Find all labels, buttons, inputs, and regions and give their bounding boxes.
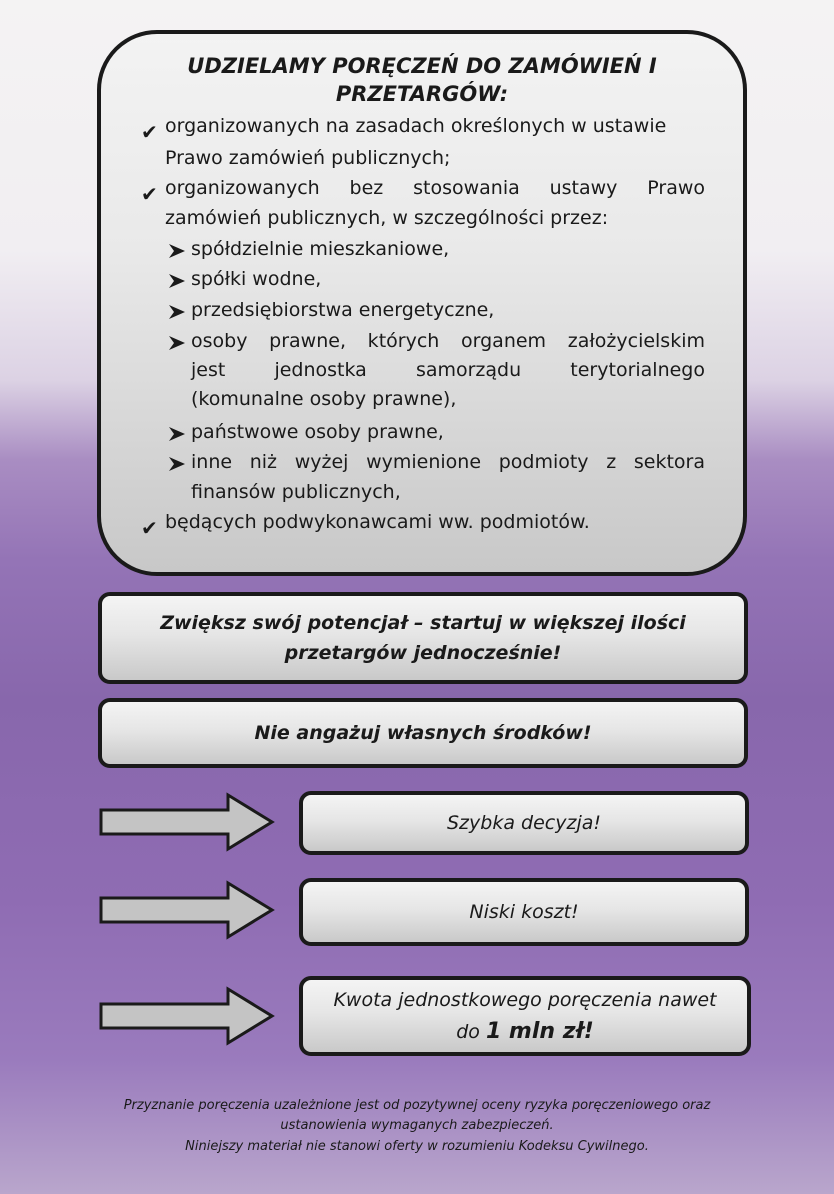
- amount-value: 1 mln zł!: [485, 1019, 594, 1044]
- low-cost-text: Niski koszt!: [469, 901, 579, 923]
- footer-line-2: ustanowienia wymaganych zabezpieczeń.: [280, 1118, 554, 1133]
- sub-item-1: spółdzielnie mieszkaniowe,: [191, 238, 450, 260]
- arrow-right-icon: [98, 880, 276, 940]
- sub-item-3: przedsiębiorstwa energetyczne,: [191, 299, 495, 321]
- chevron-right-icon: [167, 334, 187, 352]
- check-item-1-line-1: organizowanych na zasadach określonych w ustawie: [165, 115, 667, 137]
- check-item-3: będących podwykonawcami ww. podmiotów.: [165, 511, 590, 533]
- offer-headline: UDZIELAMY PORĘCZEŃ DO ZAMÓWIEŃ I PRZETARGÓW:: [187, 54, 657, 106]
- footer-line-1: Przyznanie poręczenia uzależnione jest od pozytywnej oceny ryzyka poręczeniowego oraz: [123, 1098, 711, 1113]
- amount-card: [299, 976, 751, 1056]
- chevron-right-icon: [167, 425, 187, 443]
- checkmark-icon: ✔: [141, 120, 158, 144]
- potential-line-1: Zwiększ swój potencjał – startuj w większej ilości: [160, 612, 686, 634]
- checkmark-icon: ✔: [141, 516, 158, 540]
- own-funds-banner: [98, 698, 748, 768]
- chevron-right-icon: [167, 242, 187, 260]
- fast-decision-text: Szybka decyzja!: [447, 812, 601, 834]
- arrow-right-icon: [98, 792, 276, 852]
- low-cost-card: [299, 878, 749, 946]
- check-item-1-line-2: Prawo zamówień publicznych;: [165, 147, 451, 169]
- own-funds-text: Nie angażuj własnych środków!: [254, 722, 592, 744]
- sub-item-4-line-3: (komunalne osoby prawne),: [191, 388, 457, 410]
- checkmark-icon: ✔: [141, 182, 158, 206]
- sub-item-6-line-1: inne niż wyżej wymienione podmioty z sektora: [191, 451, 705, 473]
- amount-prefix: do: [456, 1021, 480, 1043]
- check-item-2-line-2: zamówień publicznych, w szczególności przez:: [165, 207, 609, 229]
- sub-item-5: państwowe osoby prawne,: [191, 421, 444, 443]
- amount-line-1: Kwota jednostkowego poręczenia nawet: [333, 989, 717, 1011]
- sub-item-2: spółki wodne,: [191, 268, 322, 290]
- fast-decision-card: [299, 791, 749, 855]
- footer-line-3: Niniejszy materiał nie stanowi oferty w rozumieniu Kodeksu Cywilnego.: [185, 1139, 649, 1154]
- chevron-right-icon: [167, 455, 187, 473]
- potential-line-2: przetargów jednocześnie!: [284, 642, 562, 664]
- chevron-right-icon: [167, 272, 187, 290]
- check-item-2-line-1: organizowanych bez stosowania ustawy Prawo: [165, 177, 705, 199]
- arrow-right-icon: [98, 986, 276, 1046]
- chevron-right-icon: [167, 303, 187, 321]
- amount-line-2: [456, 1016, 594, 1048]
- sub-item-4-line-1: osoby prawne, których organem założycielskim: [191, 330, 705, 352]
- potential-banner: [98, 592, 748, 684]
- offer-box: [97, 30, 747, 576]
- sub-item-6-line-2: finansów publicznych,: [191, 481, 401, 503]
- sub-item-4-line-2: jest jednostka samorządu terytorialnego: [191, 359, 705, 381]
